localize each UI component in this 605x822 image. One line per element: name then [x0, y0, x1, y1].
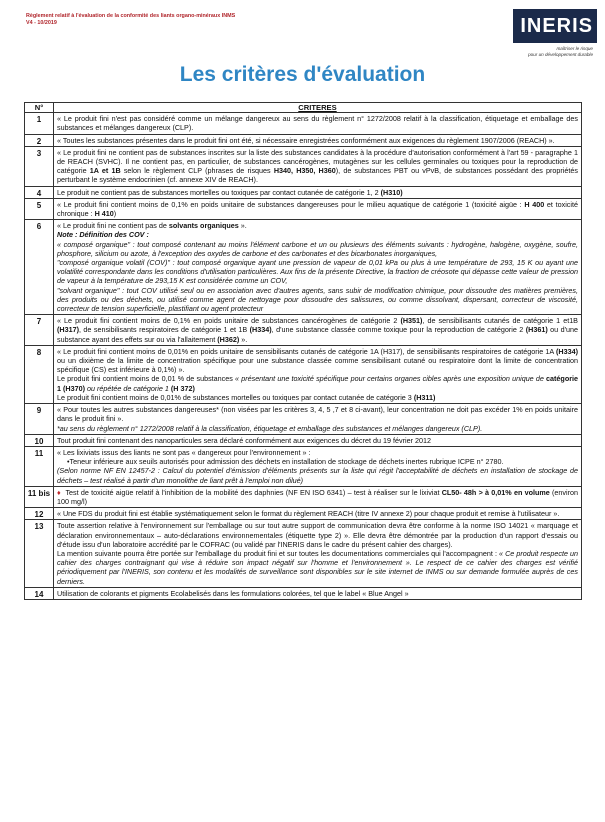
criterion-text: « Le produit fini contient moins de 0,1% en poids unitaire de substances dangereuses pour le milieu aquatique de catégorie 1 (toxicité aigüe : H 400 et toxicité chronique : H 410): [54, 198, 582, 219]
table-header-row: [25, 103, 582, 113]
criterion-text: « Le produit fini contient moins de 0,01% en poids unitaire de sensibilisants cutanés de catégorie 1A (H317), de sensibilisants respiratoires de catégorie 1A (H334) ou un dixième de la limite de concentration spécifique pour une substance classée comme sensibilisant cutané ou respiratoire dont la limite de concentration spécifique (CS) est inférieure à 0,1%) ». Le produit fini contient moins de 0,01 % de substances « présentant une toxicité spécifique pour certains organes cibles après une exposition unique de catégorie 1 (H370) ou répétée de catégorie 1 (H 372) Le produit fini contient moins de 0,01% de substances mortelles ou toxiques par contact cutanée de catégorie 3 (H311): [54, 345, 582, 403]
document-version: V4 - 10/2019: [26, 20, 57, 26]
table-row: [25, 434, 582, 446]
table-row: [25, 134, 582, 146]
criterion-number: 11 bis: [25, 486, 54, 507]
bullet-item: •Teneur inférieure aux seuils autorisés pour admission des déchets en installation de stockage de déchets inertes rubrique ICPE n° 2780.: [67, 457, 504, 467]
diamond-bullet-icon: ♦: [57, 487, 61, 497]
criterion-number: 9: [25, 404, 54, 435]
table-row: [25, 345, 582, 403]
criterion-text: ♦ Test de toxicité aigüe relatif à l'inhibition de la mobilité des daphnies (NF EN ISO 6341) – test à réaliser sur le lixiviat CL50- 48h > à 0,01% en volume (environ 100 mg/l): [54, 486, 582, 507]
ineris-logo: [491, 9, 597, 63]
criteria-table: [24, 102, 582, 600]
criterion-text: « Les lixiviats issus des liants ne sont pas « dangereux pour l'environnement » : •Teneur inférieure aux seuils autorisés pour admission des déchets en installation de stockage de déchets inertes rubrique ICPE n° 2780. (Selon norme NF EN 12457-2 : Calcul du potentiel d'émission d'éléments présents sur la liste qui régit l'acceptabilité de déchets en installation de stockage de déchets – test réalisé à partir d'un monolithe de liant prêt à l'emploi non dilué): [54, 446, 582, 486]
criterion-number: 5: [25, 198, 54, 219]
criterion-number: 8: [25, 345, 54, 403]
table-row: [25, 486, 582, 507]
criterion-text: « Le produit fini contient moins de 0,1% en poids unitaire de substances cancérogènes de catégorie 2 (H351), de sensibilisants cutanés de catégorie 1 et1B (H317), de sensibilisants respiratoires de catégorie 1 et 1B (H334), d'une substance classée comme toxique pour la reproduction de catégorie 2 (H361) ou d'une substance ayant des effets sur ou via l'allaitement (H362) ».: [54, 315, 582, 346]
document-title: Règlement relatif à l'évaluation de la conformité des liants organo-minéraux INMS: [26, 13, 236, 19]
criterion-number: 3: [25, 146, 54, 186]
table-row: [25, 587, 582, 599]
table-row: [25, 315, 582, 346]
criterion-number: 6: [25, 220, 54, 315]
criterion-number: 14: [25, 587, 54, 599]
table-row: [25, 404, 582, 435]
table-row: [25, 186, 582, 198]
criterion-number: 7: [25, 315, 54, 346]
table-row: [25, 113, 582, 134]
criterion-text: Tout produit fini contenant des nanoparticules sera déclaré conformément aux exigences du décret du 19 février 2012: [54, 434, 582, 446]
criterion-text: « Le produit fini ne contient pas de solvants organiques ». Note : Définition des COV : « composé organique" : tout composé contenant au moins l'élément carbone et un ou plusieurs des éléments suivants : hydrogène, halogène, oxygène, soufre, phosphore, silicium ou azote, à l'exception des oxydes de carbone et des carbonates et des bicarbonates inorganiques, "composé organique volatil (COV)" : tout composé organique ayant une pression de vapeur de 0,01 kPa ou plus à une température de 293, 15 K ou ayant une volatilité correspondante dans les conditions d'utilisation particulières. Aux fins de la présente Directive, la fraction de créosote qui dépasse cette valeur de pression de vapeur à la température de 293,15 K est considérée comme un COV, "solvant organique" : tout COV utilisé seul ou en association avec d'autres agents, sans subir de modification chimique, pour dissoudre des matières premières, des produits ou des déchets, ou utilisé comme agent de nettoyage pour dissoudre des salissures, ou comme dissolvant, dispersant, correcteur de viscosité, correcteur de tension superficielle, plastifiant ou agent protecteur: [54, 220, 582, 315]
criterion-text: Le produit ne contient pas de substances mortelles ou toxiques par contact cutanée de catégorie 1, 2 (H310): [54, 186, 582, 198]
table-row: [25, 446, 582, 486]
table-row: [25, 508, 582, 520]
criterion-number: 4: [25, 186, 54, 198]
criterion-text: « Le produit fini ne contient pas de substances inscrites sur la liste des substances candidates à la procédure d'autorisation conformément à l'art 59 - paragraphe 1 de REACH (SVHC). Il ne contient pas, en particulier, de substances cancérogènes, mutagènes sur les cellules germinales ou toxiques pour la reproduction de catégorie 1A et 1B selon le règlement CLP (phrases de risques H340, H350, H360), de substances PBT ou vPvB, de substances possédant des propriétés perturbant le système endocrinien (cf. annexe XIV de REACH).: [54, 146, 582, 186]
criterion-text: « Pour toutes les autres substances dangereuses* (non visées par les critères 3, 4, 5 ,7 et 8 ci-avant), leur concentration ne doit pas excéder 1% en poids unitaire dans le produit fini ». *au sens du règlement n° 1272/2008 relatif à la classification, étiquetage et emballage des substances et mélanges dangereux (CLP).: [54, 404, 582, 435]
criterion-number: 10: [25, 434, 54, 446]
column-header-criteria: CRITERES: [54, 103, 582, 113]
logo-wordmark: INERIS: [513, 9, 597, 43]
table-row: [25, 146, 582, 186]
criterion-number: 2: [25, 134, 54, 146]
column-header-number: N°: [25, 103, 54, 113]
document-header: [26, 13, 235, 27]
criterion-number: 11: [25, 446, 54, 486]
criterion-number: 13: [25, 520, 54, 587]
criterion-number: 1: [25, 113, 54, 134]
page-title: Les critères d'évaluation: [179, 63, 426, 86]
logo-tagline: maîtriser le risque pour un développement durable: [528, 46, 593, 57]
criterion-text: « Toutes les substances présentes dans le produit fini ont été, si nécessaire enregistrées conformément aux exigences du règlement 1907/2006 (REACH) ».: [54, 134, 582, 146]
table-row: [25, 220, 582, 315]
criterion-text: Toute assertion relative à l'environnement sur l'emballage ou sur tout autre support de communication devra être conforme à la norme ISO 14021 « marquage et déclaration environnementaux – auto-déclarations environnementales (étiquette type 2) ». Elle devra être démontrée par la production d'un rapport d'essais ou d'étude issu d'un laboratoire accrédité par le COFRAC (ou validé par l'INERIS dans le cadre du présent cahier des charges). La mention suivante pourra être portée sur l'emballage du produit fini et sur toutes les documentations commerciales qui l'accompagnent : « Ce produit respecte un cahier des charges contraignant qui vise à réduire son impact négatif sur l'homme et l'environnement ». Le respect de ce cahier des charges est vérifié périodiquement par l'INERIS, son contenu et les modalités de surveillance sont disponibles sur le site internet de INMS ou sur demande formulée auprès de ces derniers.: [54, 520, 582, 587]
cov-note-heading: Note : Définition des COV :: [57, 230, 149, 240]
table-row: [25, 198, 582, 219]
criterion-text: « Une FDS du produit fini est établie systématiquement selon le format du règlement REACH (titre IV annexe 2) pour chaque produit et remise à l'utilisateur ».: [54, 508, 582, 520]
criterion-text: Utilisation de colorants et pigments Ecolabelisés dans les formulations colorées, tel que le label « Blue Angel »: [54, 587, 582, 599]
criterion-number: 12: [25, 508, 54, 520]
criterion-text: « Le produit fini n'est pas considéré comme un mélange dangereux au sens du règlement n° 1272/2008 relatif à la classification, étiquetage et emballage des substances et mélanges dangereux (CLP).: [54, 113, 582, 134]
table-row: [25, 520, 582, 587]
